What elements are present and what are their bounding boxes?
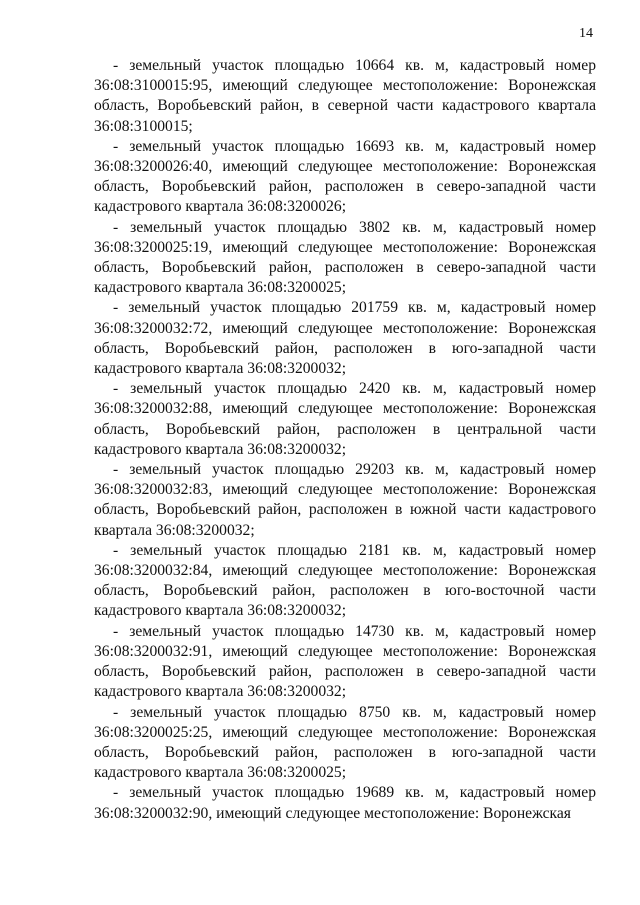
land-plot-item-3: - земельный участок площадью 3802 кв. м, кадастровый номер 36:08:3200025:19, имеющий следующее местоположение: Воронежская область, Воробьевский район, расположен в северо-западной части кадастрового квартала 36:08:3200025; [94,218,596,297]
land-plot-item-5: - земельный участок площадью 2420 кв. м, кадастровый номер 36:08:3200032:88, имеющий следующее местоположение: Воронежская область, Воробьевский район, расположен в центральной части кадастрового квартала 36:08:3200032; [94,380,596,458]
land-plot-item-1: - земельный участок площадью 10664 кв. м, кадастровый номер 36:08:3100015:95, имеющий следующее местоположение: Воронежская область, Воробьевский район, в северной части кадастрового квартала 36:08:3100015; [94,57,596,135]
land-plot-item-2: - земельный участок площадью 16693 кв. м, кадастровый номер 36:08:3200026:40, имеющий следующее местоположение: Воронежская область, Воробьевский район, расположен в северо-западной части кадастрового квартала 36:08:3200026; [94,137,596,216]
land-plot-item-9: - земельный участок площадью 8750 кв. м, кадастровый номер 36:08:3200025:25, имеющий следующее местоположение: Воронежская область, Воробьевский район, расположен в юго-западной части кадастрового квартала 36:08:3200025; [94,703,596,782]
land-plot-item-10: - земельный участок площадью 19689 кв. м, кадастровый номер 36:08:3200032:90, имеющий следующее местоположение: Воронежская [94,784,596,822]
land-plot-item-6: - земельный участок площадью 29203 кв. м, кадастровый номер 36:08:3200032:83, имеющий следующее местоположение: Воронежская область, Воробьевский район, расположен в южной части кадастрового квартала 36:08:3200032; [94,461,596,539]
land-plot-item-7: - земельный участок площадью 2181 кв. м, кадастровый номер 36:08:3200032:84, имеющий следующее местоположение: Воронежская область, Воробьевский район, расположен в юго-восточной части кадастрового квартала 36:08:3200032; [94,541,596,620]
land-plot-item-8: - земельный участок площадью 14730 кв. м, кадастровый номер 36:08:3200032:91, имеющий следующее местоположение: Воронежская область, Воробьевский район, расположен в северо-западной части кадастрового квартала 36:08:3200032; [94,622,596,701]
document-body [94,56,596,824]
land-plot-item-4: - земельный участок площадью 201759 кв. м, кадастровый номер 36:08:3200032:72, имеющий следующее местоположение: Воронежская область, Воробьевский район, расположен в юго-западной части кадастрового квартала 36:08:3200032; [94,299,596,378]
page-number: 14 [579,26,593,41]
